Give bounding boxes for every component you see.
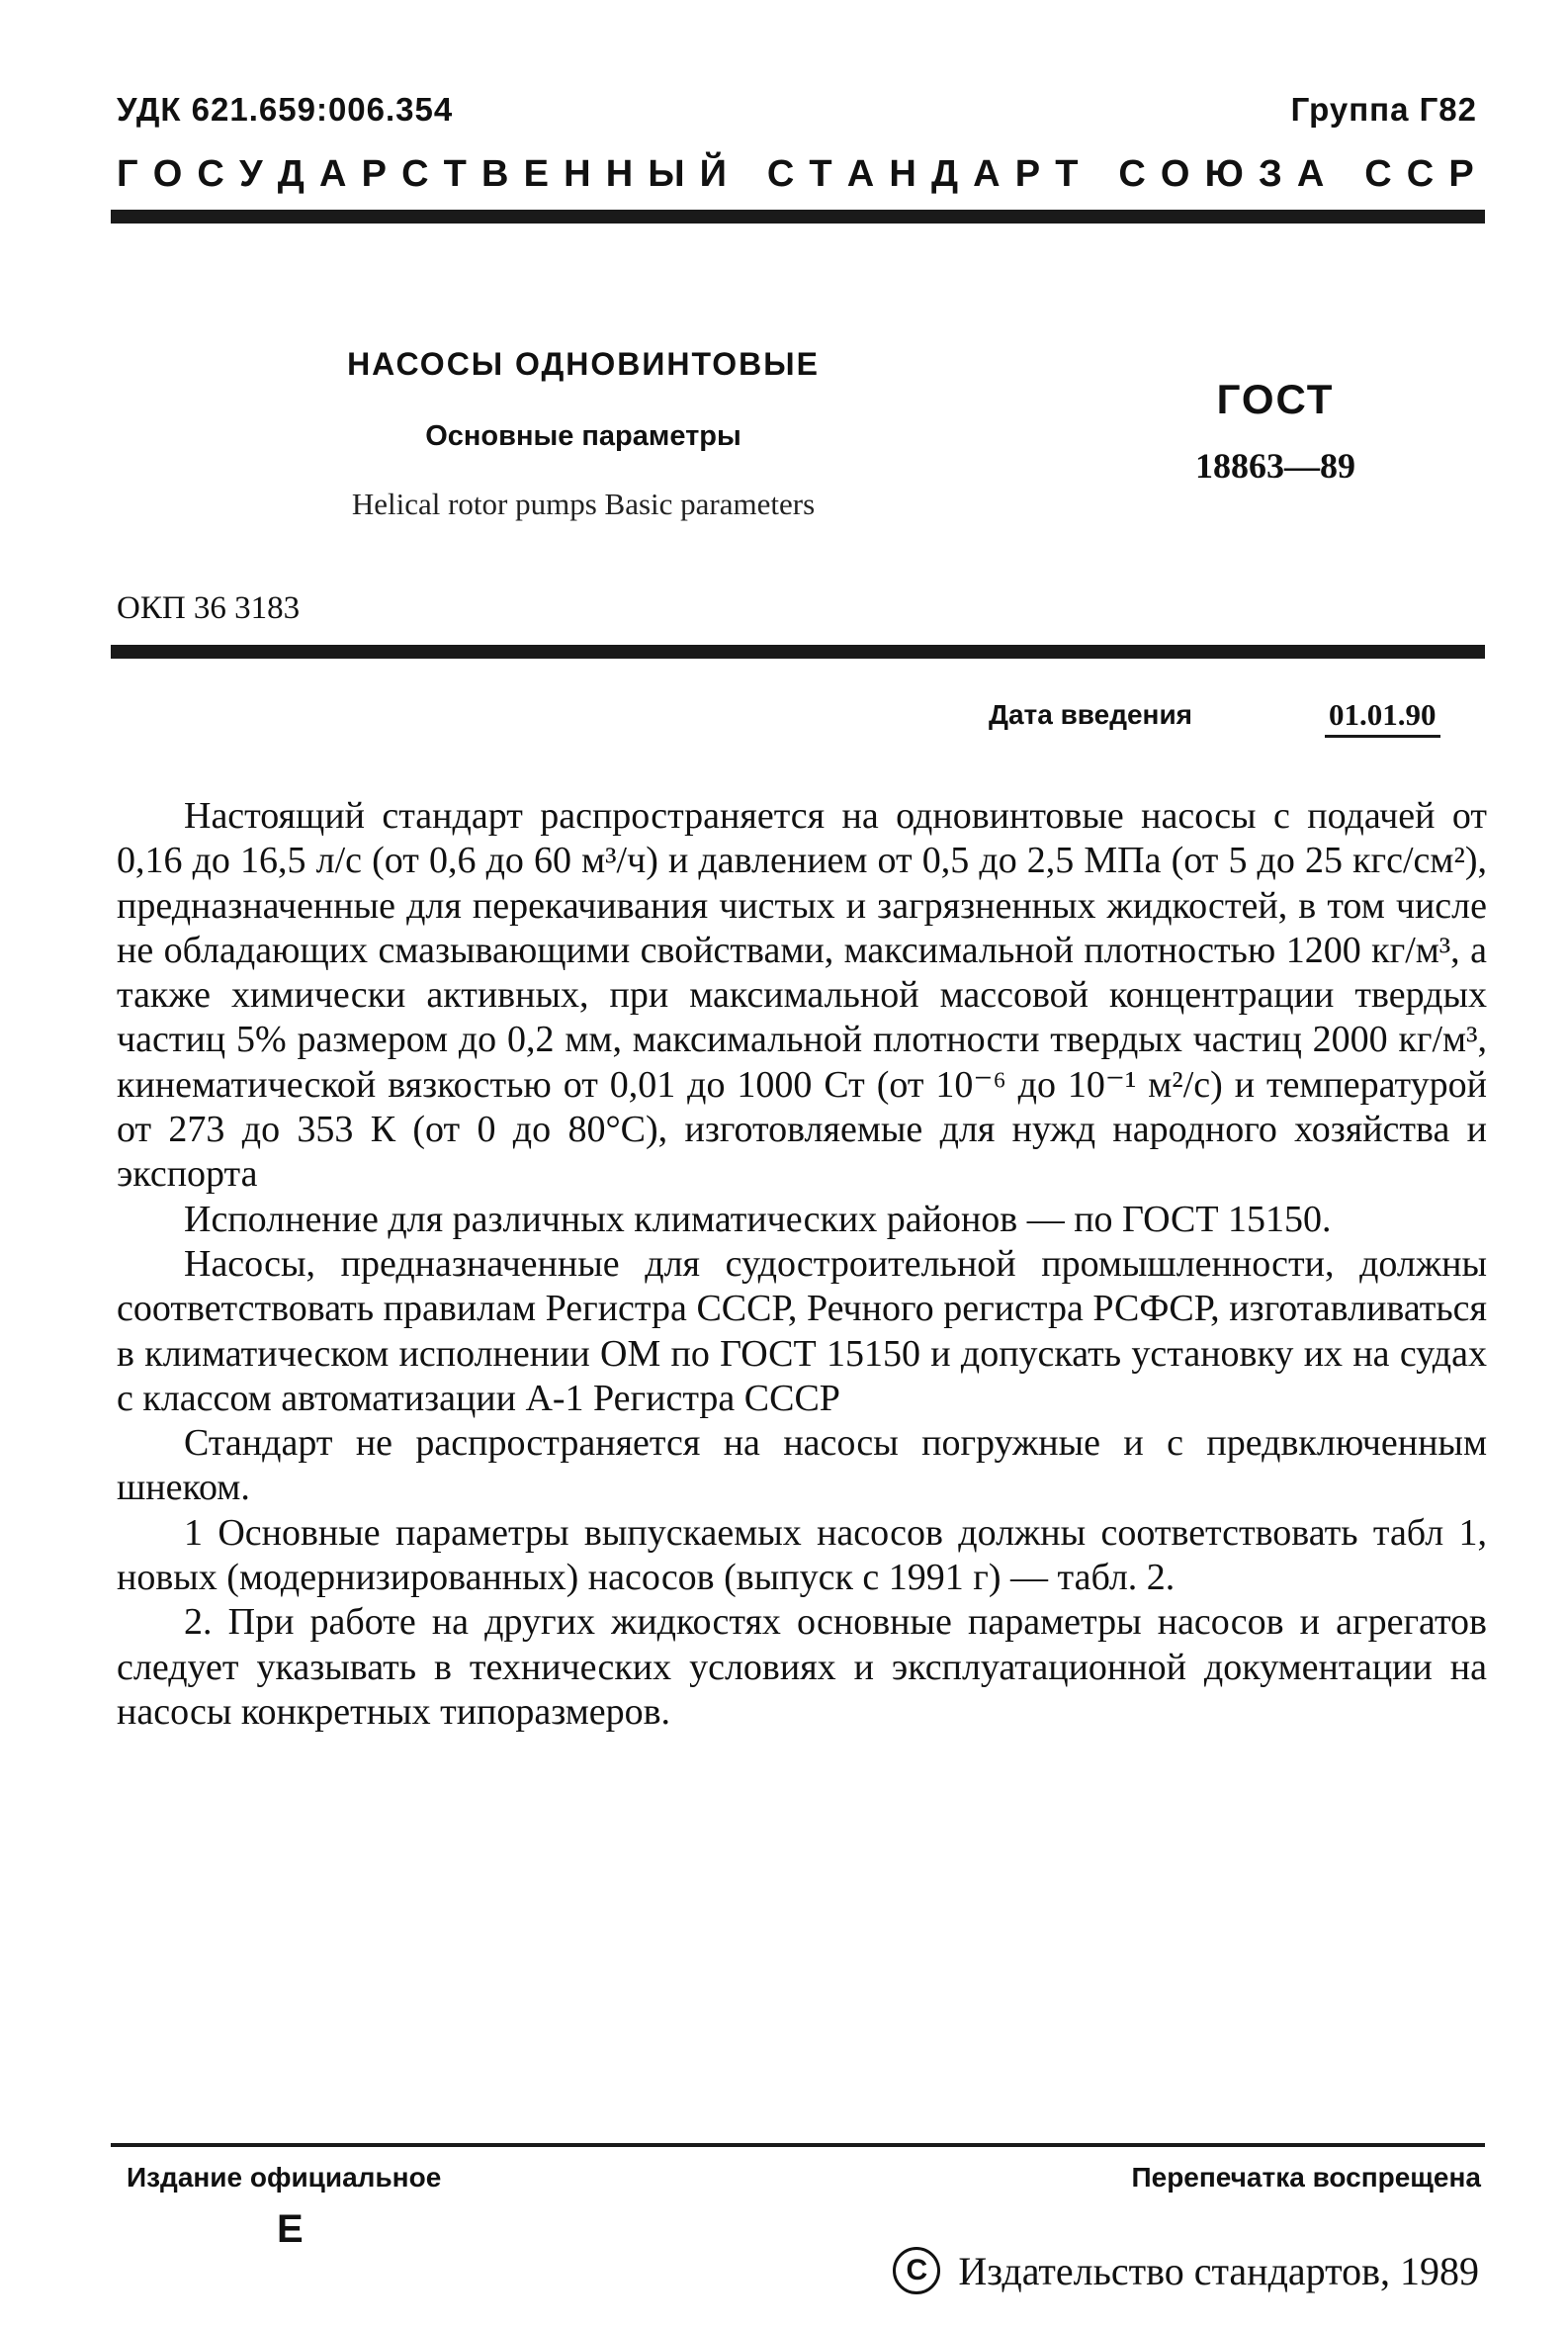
standard-title-letter [1093,153,1107,196]
paragraph-clause-2: 2. При работе на других жидкостях основные параметры насосов и агрегатов следует указывать в технических условиях и эксплуатационной документации на насосы конкретных типоразмеров. [117,1601,1487,1733]
footer-rule [111,2143,1485,2147]
standard-title-letter: У [238,153,266,195]
gost-label: ГОСТ [1216,376,1335,422]
edition-letter: Е [277,2207,304,2251]
copyright-text: Издательство стандартов, 1989 [958,2248,1479,2293]
paragraph-climate: Исполнение для различных климатических районов — по ГОСТ 15150. [184,1198,1332,1240]
paragraph-scope: Настоящий стандарт распространяется на одновинтовые насосы с подачей от 0,16 до 16,5 л/с (от 0,6 до 60 м³/ч) и давлением от 0,5 до 2,5 МПа (от 5 до 25 кгс/см²), предназначенные для перекачивания чистых и загрязненных жидкостей, в том числе не обладающих смазывающими свойствами, максимальной плотностью 1200 кг/м³, а также химически активных, при максимальной массовой концентрации твердых частиц 5% размером до 0,2 мм, максимальной плотности твердых частиц 2000 кг/м³, кинематической вязкостью от 0,01 до 1000 Ст (от 10⁻⁶ до 10⁻¹ м²/с) и температурой от 273 до 353 К (от 0 до 80°С), изготовляемые для нужд народного хозяйства и экспорта [117,795,1487,1196]
standard-title-letter: Т [1055,153,1082,195]
standard-title-letter: Т [809,153,835,195]
standard-title-letter: С [401,153,432,195]
standard-title-letter: Н [564,153,594,195]
standard-title-letter: А [1296,153,1328,195]
standard-title-letter: З [1258,153,1285,195]
header-rule [111,210,1485,224]
copyright-icon: С [893,2247,940,2294]
standard-title-letter: Ы [648,153,688,195]
udk-code: УДК 621.659:006.354 [117,91,454,128]
date-value: 01.01.90 [1325,697,1440,738]
standard-title-letter: В [481,153,512,195]
date-label: Дата введения [989,699,1193,730]
standard-title-letter: А [318,153,350,195]
standard-title-letter: Т [443,153,470,195]
body-text [117,794,1487,1735]
reprint-notice: Перепечатка воспрещена [1131,2162,1481,2193]
standard-title-letter: Р [361,153,390,195]
standard-title-letter: С [1118,153,1149,195]
standard-title-letter: Г [117,153,141,195]
standard-title-letter: Д [930,153,962,195]
standard-title [117,153,1477,196]
paragraph-shipbuilding: Насосы, предназначенные для судостроительной промышленности, должны соответствовать правилам Регистра СССР, Речного регистра РСФСР, изготавливаться в климатическом исполнении ОМ по ГОСТ 15150 и допускать установку их на судах с классом автоматизации А-1 Регистра СССР [117,1242,1487,1419]
standard-title-letter: Р [1014,153,1044,195]
standard-title-letter: Д [277,153,307,195]
standard-title-letter: Ю [1204,153,1247,195]
document-subtitle: Основные параметры [425,420,741,452]
title-rule [111,645,1485,659]
standard-title-letter: С [1406,153,1437,195]
group-code: Группа Г82 [1290,91,1477,128]
gost-number: 18863—89 [1195,446,1355,486]
document-title: НАСОСЫ ОДНОВИНТОВЫЕ [347,346,820,382]
okp-code: ОКП 36 3183 [117,590,301,626]
standard-title-letter: Н [889,153,919,195]
standard-title-letter: О [152,153,186,195]
standard-title-letter: С [197,153,227,195]
standard-title-letter: А [846,153,878,195]
copyright-line [893,2247,1479,2294]
standard-title-letter [741,153,755,196]
standard-title-letter [1340,153,1353,196]
english-title: Helical rotor pumps Basic parameters [351,487,816,521]
standard-title-letter: Е [523,153,552,195]
standard-title-letter: Й [699,153,730,195]
edition-label: Издание официальное [127,2162,442,2193]
standard-title-letter: С [766,153,798,195]
paragraph-clause-1: 1 Основные параметры выпускаемых насосов должны соответствовать табл 1, новых (модернизированных) насосов (выпуск с 1991 г) — табл. 2. [117,1511,1487,1599]
standard-title-letter: С [1364,153,1395,195]
standard-title-letter: О [1160,153,1193,195]
standard-title-letter: Н [605,153,637,195]
standard-title-letter: А [973,153,1003,195]
paragraph-exclusions: Стандарт не распространяется на насосы погружные и с предвключенным шнеком. [117,1422,1487,1509]
standard-title-letter: Р [1448,153,1477,195]
